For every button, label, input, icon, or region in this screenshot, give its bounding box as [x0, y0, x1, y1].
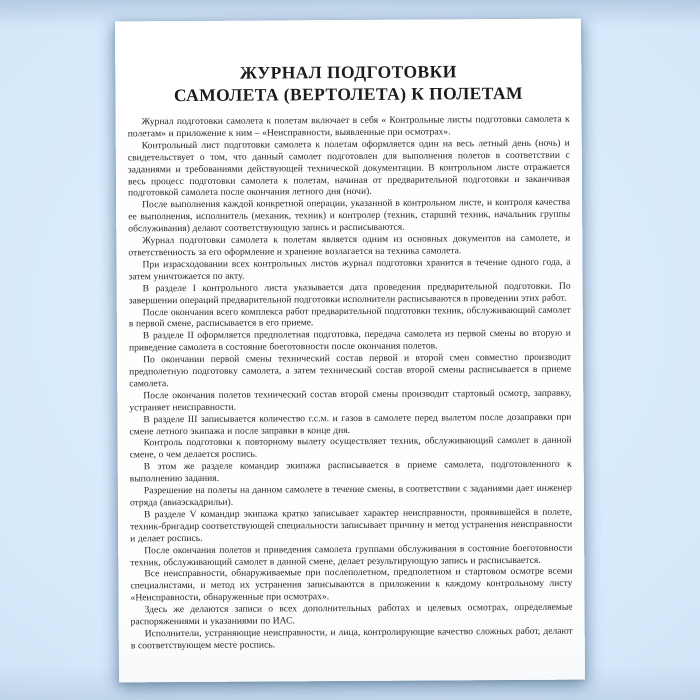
paragraph: В разделе III записывается количество г.с.м. и газов в самолете перед вылетом после дозаправки при смене летного экипажа и после заправки в конце дня.	[129, 411, 572, 437]
document-body	[128, 114, 573, 652]
paragraph: Контроль подготовки к повторному вылету осуществляет техник, обслуживающий самолет в данной смене, о чем делается роспись.	[129, 435, 572, 461]
paragraph: В разделе I контрольного листа указывается дата проведения предварительной подготовки. По завершении операций предварительной подготовки исполнители расписываются в проведении этих работ.	[128, 280, 571, 306]
paragraph: Контрольный лист подготовки самолета к полетам оформляется один на весь летный день (ночь) и свидетельствует о том, что данный самолет подготовлен для выполнения полетов в соответствии с заданиями и требованиями действующей технической документации. В контрольном листе отражается весь процесс подготовки самолета к полетам, начиная от предварительной подготовки и заканчивая подготовкой самолета после окончания летного дня (ночи).	[127, 137, 570, 199]
paragraph: Здесь же делаются записи о всех дополнительных работах и целевых осмотрах, определяемые распоряжениями и указаниями по ИАС.	[130, 601, 573, 628]
paragraph: После окончания всего комплекса работ предварительной подготовки техник, обслуживающий самолет в первой смене, расписывается в его приеме.	[128, 304, 571, 330]
page-title-line-2: САМОЛЕТА (ВЕРТОЛЕТА) К ПОЛЕТАМ	[173, 82, 523, 106]
paragraph: По окончании первой смены технический состав первой и второй смен совместно производит предполетную подготовку самолета, а затем технический состав второй смены расписывается в приеме самолета.	[129, 351, 572, 390]
paragraph: Журнал подготовки самолета к полетам является одним из основных документов на самолете, и ответственность за его оформление и хранение возлагается на техника самолета.	[128, 232, 571, 259]
paragraph: В разделе V командир экипажа кратко записывает характер неисправности, проявившейся в полете, техник-бригадир соответствующей специальности записывает причину и метод устранения неисправности и делает роспись.	[130, 506, 573, 545]
paragraph: После окончания полетов и приведения самолета группами обслуживания в состояние боеготовности техник, обслуживающий самолет в данной смене, делает результирующую запись и расписывается.	[130, 542, 573, 568]
paragraph: После выполнения каждой конкретной операции, указанной в контрольном листе, и контроля качества ее выполнения, исполнитель (механик, техник) и контролер (техник, старший техник, начальник группы обслуживания) делают соответствующую запись и расписываются.	[128, 196, 571, 235]
paragraph: В разделе II оформляется предполетная подготовка, передача самолета из первой смены во вторую и приведение самолета в состояние боеготовности после окончания полетов.	[128, 327, 571, 354]
paragraph: В этом же разделе командир экипажа расписывается в приеме самолета, подготовленного к выполнению задания.	[129, 458, 572, 485]
paragraph: Журнал подготовки самолета к полетам включает в себя « Контрольные листы подготовки самолета к полетам» и приложение к ним – «Неисправности, выявленные при осмотрах».	[127, 113, 570, 140]
document-page	[115, 19, 585, 683]
paragraph: Разрешение на полеты на данном самолете в течение смены, в соответствии с заданиями дает инженер отряда (авиаэскадрильи).	[129, 482, 572, 509]
paragraph: После окончания полетов технический состав второй смены производит стартовый осмотр, заправку, устраняет неисправности.	[129, 387, 572, 414]
paragraph: Исполнители, устраняющие неисправности, и лица, контролирующие качество сложных работ, делают в соответствующем месте роспись.	[130, 625, 573, 652]
page-title	[127, 60, 569, 107]
paragraph: При израсходовании всех контрольных листов журнал подготовки хранится в течение одного года, а затем уничтожается по акту.	[128, 256, 571, 283]
paragraph: Все неисправности, обнаруживаемые при послеполетном, предполетном и стартовом осмотре всеми специалистами, и метод их устранения записываются в приложении к каждому контрольному листу «Неисправности, обнаруженные при осмотрах».	[130, 566, 573, 604]
page-title-line-1: ЖУРНАЛ ПОДГОТОВКИ	[239, 61, 457, 83]
